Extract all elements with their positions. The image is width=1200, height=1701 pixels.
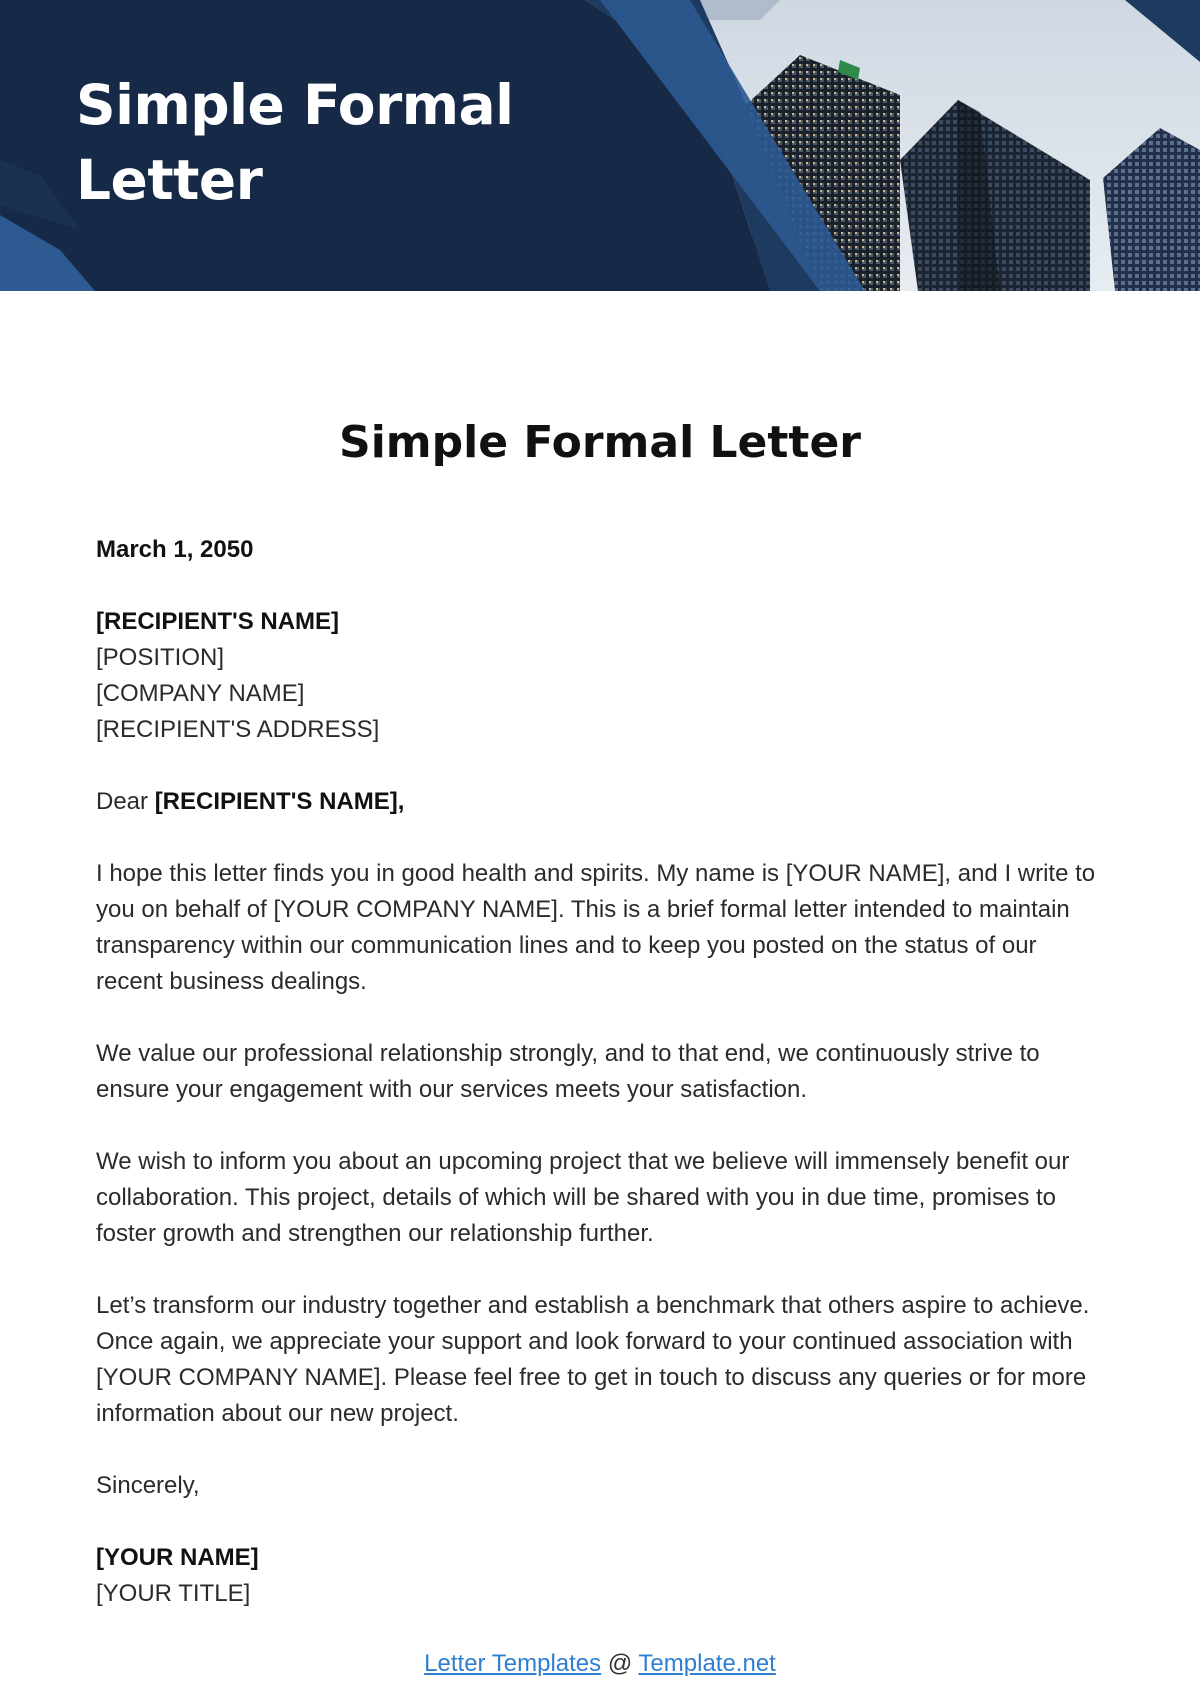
salutation-prefix: Dear xyxy=(96,788,155,815)
salutation xyxy=(96,784,1106,820)
signature-name: [YOUR NAME] xyxy=(96,1544,259,1571)
letter-date: March 1, 2050 xyxy=(96,536,254,563)
letter-templates-link[interactable]: Letter Templates xyxy=(424,1650,602,1677)
body-paragraph: Let’s transform our industry together and establish a benchmark that others aspire to achieve. Once again, we appreciate your support and look forward to your continued association with [YOUR COMPANY NAME]. Please feel free to get in touch to discuss any queries or for more information about our new project. xyxy=(96,1292,1090,1427)
salutation-name: [RECIPIENT'S NAME], xyxy=(154,788,405,815)
document-title: Simple Formal Letter xyxy=(339,417,861,468)
body-paragraph: We value our professional relationship strongly, and to that end, we continuously strive to ensure your engagement with our services meets your satisfaction. xyxy=(96,1040,1040,1103)
spacer xyxy=(96,568,1106,604)
footer-separator: @ xyxy=(601,1650,639,1677)
recipient-company: [COMPANY NAME] xyxy=(96,680,305,707)
recipient-name: [RECIPIENT'S NAME] xyxy=(96,608,340,635)
spacer xyxy=(96,1108,1106,1144)
body-paragraph: I hope this letter finds you in good health and spirits. My name is [YOUR NAME], and I write to you on behalf of [YOUR COMPANY NAME]. This is a brief formal letter intended to maintain transparency within our communication lines and to keep you posted on the status of our recent business dealings. xyxy=(96,860,1096,995)
spacer xyxy=(96,1000,1106,1036)
letter-body xyxy=(96,532,1106,1612)
closing: Sincerely, xyxy=(96,1472,200,1499)
banner-title: Simple Formal Letter xyxy=(76,73,514,212)
recipient-address: [RECIPIENT'S ADDRESS] xyxy=(96,716,380,743)
spacer xyxy=(96,1504,1106,1540)
signature-title: [YOUR TITLE] xyxy=(96,1580,251,1607)
footer xyxy=(0,1648,1200,1680)
template-net-link[interactable]: Template.net xyxy=(638,1650,776,1677)
spacer xyxy=(96,1252,1106,1288)
spacer xyxy=(96,748,1106,784)
recipient-position: [POSITION] xyxy=(96,644,225,671)
body-paragraph: We wish to inform you about an upcoming project that we believe will immensely benefit our collaboration. This project, details of which will be shared with you in due time, promises to foster growth and strengthen our relationship further. xyxy=(96,1148,1070,1247)
spacer xyxy=(96,820,1106,856)
header-banner xyxy=(0,0,1200,291)
spacer xyxy=(96,1432,1106,1468)
